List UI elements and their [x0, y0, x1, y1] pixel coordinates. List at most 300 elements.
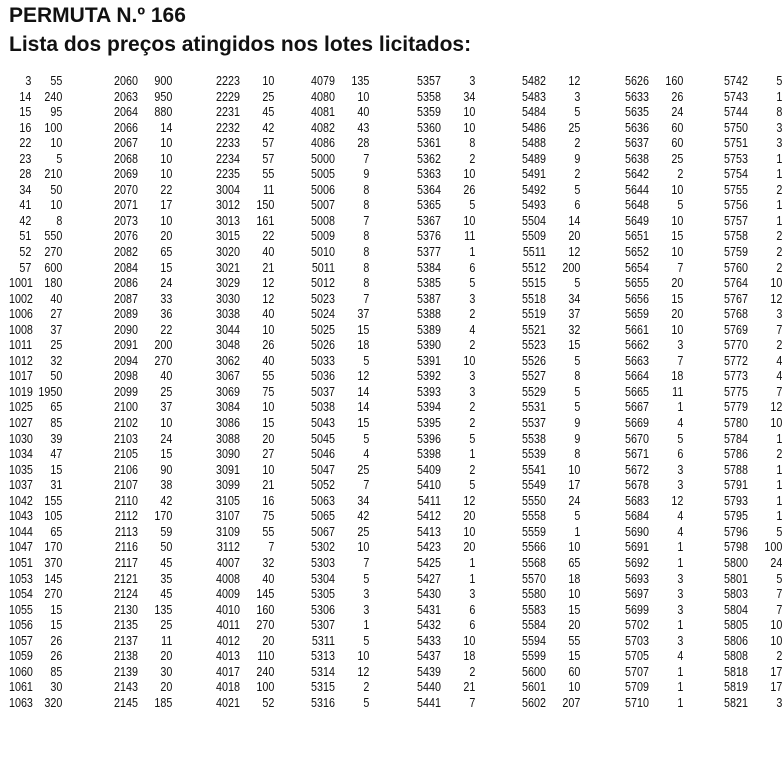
lot-row	[304, 478, 369, 494]
lot-price: 4	[469, 322, 476, 337]
lot-price: 3	[677, 571, 684, 586]
lot-price: 18	[671, 369, 684, 384]
lot-row	[618, 665, 683, 681]
lot-price: 20	[463, 540, 476, 555]
lot-row	[209, 603, 274, 619]
lot-row	[618, 494, 683, 510]
lot-row	[107, 276, 172, 292]
lot-number: 5008	[311, 213, 335, 228]
lot-price: 10	[568, 680, 581, 695]
lot-price: 85	[50, 664, 63, 679]
lot-number: 5047	[311, 462, 335, 477]
lot-price: 24	[160, 276, 173, 291]
lot-row	[717, 183, 782, 199]
lot-number: 5767	[724, 291, 748, 306]
lot-row	[304, 385, 369, 401]
lot-number: 5661	[625, 322, 649, 337]
lot-number: 3105	[216, 493, 240, 508]
lot-number: 3012	[216, 198, 240, 213]
lot-row	[410, 152, 475, 168]
lot-price: 7	[363, 151, 370, 166]
lot-number: 5709	[625, 680, 649, 695]
lot-row	[209, 152, 274, 168]
lot-row	[304, 198, 369, 214]
lot-number: 5011	[311, 260, 335, 275]
lot-row	[107, 603, 172, 619]
lot-price: 2	[776, 260, 782, 275]
lot-row	[209, 245, 274, 261]
lot-price: 25	[160, 618, 173, 633]
lot-row	[618, 416, 683, 432]
lot-price: 5	[574, 509, 581, 524]
lot-row	[515, 509, 580, 525]
lot-price: 3	[363, 602, 370, 617]
lot-number: 3090	[216, 447, 240, 462]
lot-row	[107, 136, 172, 152]
lot-number: 5655	[625, 276, 649, 291]
lot-row	[209, 556, 274, 572]
lot-number: 5756	[724, 198, 748, 213]
lot-price: 60	[568, 664, 581, 679]
lot-row	[209, 634, 274, 650]
lot-number: 2112	[114, 509, 138, 524]
lot-row	[410, 587, 475, 603]
lot-row	[9, 229, 62, 245]
lot-row	[304, 680, 369, 696]
lot-price: 135	[154, 602, 173, 617]
lot-number: 5699	[625, 602, 649, 617]
lot-row	[304, 556, 369, 572]
lot-price: 24	[160, 431, 173, 446]
lot-price: 31	[50, 478, 63, 493]
lot-price: 20	[671, 307, 684, 322]
lot-number: 5803	[724, 587, 748, 602]
lot-price: 900	[154, 74, 173, 88]
lot-row	[618, 90, 683, 106]
lot-row	[107, 416, 172, 432]
lot-price: 10	[770, 633, 782, 648]
lot-price: 10	[160, 416, 173, 431]
lot-number: 5006	[311, 182, 335, 197]
lot-number: 2091	[114, 338, 138, 353]
lot-number: 5600	[522, 664, 546, 679]
lot-number: 5409	[417, 462, 441, 477]
lot-row	[717, 680, 782, 696]
lot-number: 5690	[625, 524, 649, 539]
lot-number: 2110	[114, 493, 138, 508]
lot-price: 22	[262, 229, 275, 244]
lot-row	[618, 307, 683, 323]
lot-row	[618, 509, 683, 525]
lot-number: 4079	[311, 74, 335, 88]
lot-row	[209, 292, 274, 308]
lot-number: 1012	[8, 353, 33, 368]
lot-row	[9, 385, 62, 401]
lot-row	[515, 400, 580, 416]
lot-price: 18	[463, 649, 476, 664]
lot-row	[717, 229, 782, 245]
lot-row	[618, 400, 683, 416]
lot-number: 1060	[8, 664, 33, 679]
lot-price: 170	[154, 509, 173, 524]
lot-price: 5	[469, 198, 476, 213]
lot-price: 55	[50, 74, 63, 88]
lot-row	[107, 556, 172, 572]
lot-row	[618, 323, 683, 339]
lot-row	[9, 354, 62, 370]
lot-price: 100	[764, 540, 782, 555]
lot-number: 5314	[311, 664, 335, 679]
lot-price: 14	[160, 120, 173, 135]
lot-number: 5705	[625, 649, 649, 664]
lot-number: 5012	[311, 276, 335, 291]
lot-row	[209, 494, 274, 510]
lot-number: 5804	[724, 602, 748, 617]
lot-price: 35	[160, 571, 173, 586]
lot-price: 50	[160, 540, 173, 555]
lot-row	[717, 603, 782, 619]
lot-row	[410, 603, 475, 619]
lot-number: 5671	[625, 447, 649, 462]
lot-price: 2	[776, 447, 782, 462]
lot-row	[209, 198, 274, 214]
lot-row	[107, 183, 172, 199]
lot-row	[107, 152, 172, 168]
lot-row	[107, 323, 172, 339]
lot-number: 2233	[216, 136, 240, 151]
lot-price: 10	[463, 167, 476, 182]
lot-number: 5693	[625, 571, 649, 586]
lot-row	[618, 540, 683, 556]
lot-price: 11	[672, 384, 684, 399]
lot-number: 3044	[216, 322, 240, 337]
lot-row	[410, 416, 475, 432]
lot-row	[618, 276, 683, 292]
lot-price: 85	[50, 416, 63, 431]
lot-number: 2145	[114, 695, 138, 710]
lot-number: 5537	[522, 416, 546, 431]
lot-row	[209, 463, 274, 479]
lot-number: 1056	[8, 618, 33, 633]
lot-number: 3062	[216, 353, 240, 368]
lot-price: 1	[469, 447, 476, 462]
lot-price: 2	[469, 462, 476, 477]
lot-number: 3038	[216, 307, 240, 322]
lot-number: 5389	[417, 322, 441, 337]
lot-price: 3	[677, 587, 684, 602]
lot-number: 1063	[8, 695, 33, 710]
lot-row	[304, 214, 369, 230]
lot-price: 42	[357, 509, 370, 524]
lot-number: 1042	[8, 493, 33, 508]
lot-row	[618, 634, 683, 650]
lot-number: 1053	[8, 571, 33, 586]
lot-price: 1	[469, 571, 476, 586]
lot-row	[410, 167, 475, 183]
lot-price: 160	[256, 602, 275, 617]
lot-price: 5	[469, 431, 476, 446]
lot-number: 1035	[8, 462, 33, 477]
lot-row	[107, 432, 172, 448]
lot-row	[9, 105, 62, 121]
lot-row	[304, 572, 369, 588]
lot-price: 145	[256, 587, 275, 602]
lot-row	[410, 447, 475, 463]
lot-number: 1008	[8, 322, 33, 337]
page-cut-edge	[0, 772, 717, 780]
lot-number: 4021	[216, 695, 240, 710]
lot-price: 10	[50, 198, 63, 213]
lot-number: 5423	[417, 540, 441, 555]
lot-row	[209, 90, 274, 106]
lot-row	[717, 74, 782, 90]
lot-number: 34	[19, 182, 32, 197]
lot-row	[410, 540, 475, 556]
lot-row	[9, 369, 62, 385]
lot-price: 10	[568, 587, 581, 602]
lot-price: 15	[568, 602, 581, 617]
lot-number: 5784	[724, 431, 748, 446]
lot-number: 5413	[417, 524, 441, 539]
lot-price: 10	[357, 89, 370, 104]
lot-row	[717, 416, 782, 432]
lot-price: 57	[262, 151, 275, 166]
lot-price: 135	[351, 74, 370, 88]
lot-price: 320	[44, 695, 63, 710]
lot-price: 22	[160, 322, 173, 337]
lot-price: 20	[671, 276, 684, 291]
lot-row	[304, 121, 369, 137]
lot-number: 5306	[311, 602, 335, 617]
lot-number: 3004	[216, 182, 240, 197]
lot-row	[410, 680, 475, 696]
lot-price: 65	[160, 245, 173, 260]
lot-row	[9, 572, 62, 588]
lot-row	[717, 494, 782, 510]
lot-number: 5819	[724, 680, 748, 695]
lot-number: 5570	[522, 571, 546, 586]
lot-number: 3021	[216, 260, 240, 275]
lot-price: 60	[671, 120, 684, 135]
lot-row	[618, 136, 683, 152]
lot-price: 2	[469, 307, 476, 322]
lot-row	[107, 696, 172, 712]
lot-price: 15	[671, 291, 684, 306]
lot-number: 2105	[114, 447, 138, 462]
lot-price: 25	[160, 384, 173, 399]
lot-price: 145	[44, 571, 63, 586]
lot-price: 12	[357, 664, 370, 679]
lot-number: 5764	[724, 276, 748, 291]
lot-price: 15	[357, 322, 370, 337]
lot-price: 7	[469, 695, 476, 710]
lot-price: 20	[160, 649, 173, 664]
lot-row	[9, 525, 62, 541]
lot-price: 15	[262, 416, 275, 431]
lot-number: 5046	[311, 447, 335, 462]
lot-price: 55	[262, 167, 275, 182]
lot-price: 9	[363, 167, 370, 182]
lot-number: 5307	[311, 618, 335, 633]
lot-row	[717, 509, 782, 525]
lot-price: 27	[50, 307, 63, 322]
lot-row	[410, 525, 475, 541]
lot-number: 5663	[625, 353, 649, 368]
lot-number: 2139	[114, 664, 138, 679]
lot-number: 5568	[522, 555, 546, 570]
lot-row	[9, 447, 62, 463]
lot-row	[618, 478, 683, 494]
lot-row	[107, 649, 172, 665]
lot-price: 17	[568, 478, 581, 493]
lot-number: 1043	[8, 509, 33, 524]
lot-row	[107, 540, 172, 556]
lot-price: 32	[262, 555, 275, 570]
lot-price: 2	[776, 182, 782, 197]
lot-price: 26	[671, 89, 684, 104]
lot-row	[515, 649, 580, 665]
lot-number: 1061	[8, 680, 33, 695]
lot-number: 4012	[216, 633, 240, 648]
lot-row	[9, 261, 62, 277]
lot-row	[209, 432, 274, 448]
lot-row	[107, 369, 172, 385]
lot-number: 5440	[417, 680, 441, 695]
lot-price: 4	[776, 353, 782, 368]
lot-row	[515, 229, 580, 245]
lot-row	[618, 338, 683, 354]
lot-price: 7	[776, 587, 782, 602]
lot-row	[717, 540, 782, 556]
lot-number: 5412	[417, 509, 441, 524]
lot-row	[107, 494, 172, 510]
lot-price: 45	[160, 555, 173, 570]
lot-number: 3020	[216, 245, 240, 260]
lot-number: 4080	[311, 89, 335, 104]
lot-price: 90	[160, 462, 173, 477]
lot-price: 40	[262, 353, 275, 368]
lot-row	[618, 292, 683, 308]
lot-price: 1	[776, 462, 782, 477]
lot-number: 5052	[311, 478, 335, 493]
lot-number: 5393	[417, 384, 441, 399]
lot-row	[410, 509, 475, 525]
lot-number: 2113	[114, 524, 138, 539]
lot-number: 2098	[114, 369, 138, 384]
lot-number: 5394	[417, 400, 441, 415]
lot-number: 2064	[114, 105, 138, 120]
lot-price: 10	[568, 462, 581, 477]
lot-number: 5486	[522, 120, 546, 135]
lot-row	[618, 385, 683, 401]
lot-row	[410, 90, 475, 106]
lot-number: 5750	[724, 120, 748, 135]
lot-price: 240	[44, 89, 63, 104]
lot-price: 42	[262, 120, 275, 135]
lot-price: 3	[677, 478, 684, 493]
lot-row	[618, 121, 683, 137]
lot-row	[304, 509, 369, 525]
lot-number: 1027	[8, 416, 33, 431]
lot-number: 22	[19, 136, 32, 151]
lot-price: 5	[776, 571, 782, 586]
lot-row	[515, 74, 580, 90]
lot-number: 5795	[724, 509, 748, 524]
lot-number: 1047	[8, 540, 33, 555]
lot-number: 2103	[114, 431, 138, 446]
lot-number: 5067	[311, 524, 335, 539]
lot-row	[618, 680, 683, 696]
lot-number: 5539	[522, 447, 546, 462]
lot-number: 5648	[625, 198, 649, 213]
lot-price: 8	[363, 245, 370, 260]
lot-number: 5707	[625, 664, 649, 679]
lot-price: 2	[363, 680, 370, 695]
lot-number: 5504	[522, 213, 546, 228]
lot-price: 65	[568, 555, 581, 570]
lot-row	[515, 556, 580, 572]
lot-row	[618, 183, 683, 199]
lot-row	[209, 447, 274, 463]
lot-row	[209, 385, 274, 401]
lot-row	[107, 245, 172, 261]
lot-number: 4007	[216, 555, 240, 570]
lot-price: 20	[160, 680, 173, 695]
lot-row	[9, 74, 62, 90]
lot-number: 2229	[216, 89, 240, 104]
lot-row	[9, 540, 62, 556]
lot-number: 5644	[625, 182, 649, 197]
lot-row	[107, 338, 172, 354]
lot-number: 5637	[625, 136, 649, 151]
lot-row	[9, 338, 62, 354]
lot-price: 12	[671, 493, 684, 508]
lot-row	[9, 416, 62, 432]
lot-row	[107, 447, 172, 463]
lot-price: 5	[56, 151, 63, 166]
lot-price: 3	[677, 633, 684, 648]
lot-number: 5796	[724, 524, 748, 539]
lot-price: 37	[568, 307, 581, 322]
lot-row	[515, 323, 580, 339]
lot-number: 2099	[114, 384, 138, 399]
lot-price: 550	[44, 229, 63, 244]
lot-row	[9, 90, 62, 106]
lot-price: 45	[160, 587, 173, 602]
lot-row	[9, 183, 62, 199]
lot-number: 5441	[417, 695, 441, 710]
lot-row	[410, 276, 475, 292]
lot-price: 20	[463, 509, 476, 524]
lot-number: 5755	[724, 182, 748, 197]
lot-price: 11	[464, 229, 476, 244]
lot-price: 11	[263, 182, 275, 197]
lot-number: 4018	[216, 680, 240, 695]
lot-price: 4	[677, 649, 684, 664]
lot-number: 2084	[114, 260, 138, 275]
lot-number: 2089	[114, 307, 138, 322]
lot-row	[717, 323, 782, 339]
lot-number: 41	[19, 198, 32, 213]
lot-row	[410, 245, 475, 261]
lot-number: 5523	[522, 338, 546, 353]
lot-row	[410, 649, 475, 665]
lot-number: 5664	[625, 369, 649, 384]
lot-row	[304, 261, 369, 277]
lot-number: 57	[19, 260, 32, 275]
lot-row	[304, 136, 369, 152]
lot-row	[618, 74, 683, 90]
